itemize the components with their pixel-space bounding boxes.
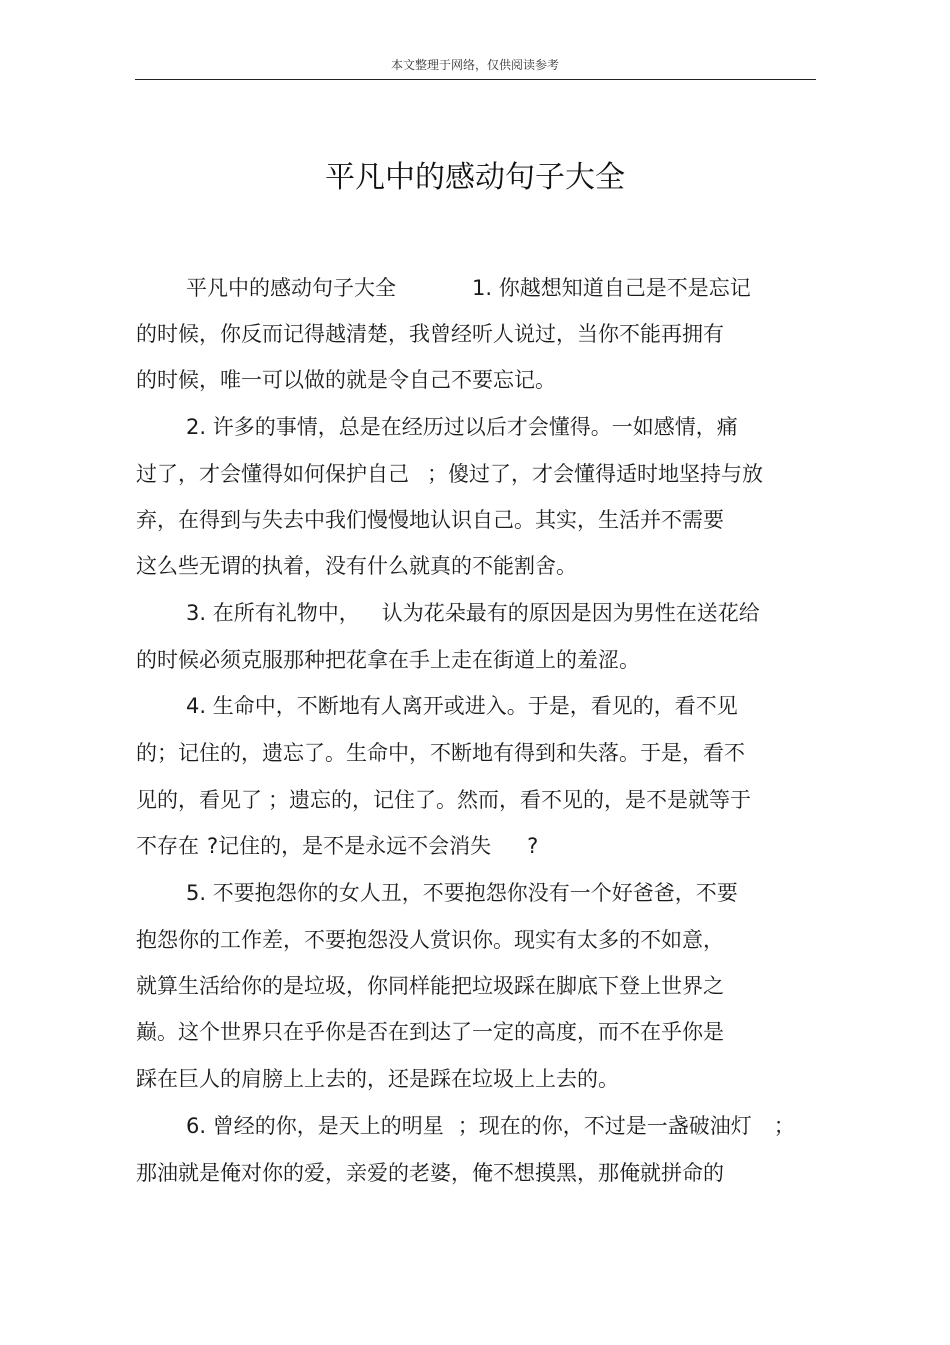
text-segment: 认为花朵最有的原因是因为男性在送花给	[381, 601, 760, 625]
text-line	[136, 786, 751, 814]
text-line: 踩在巨人的肩膀上上去的，还是踩在垃圾上上去的。	[136, 1067, 619, 1091]
text-line: 弃，在得到与失去中我们慢慢地认识自己。其实，生活并不需要	[136, 508, 724, 532]
text-segment: ；傻过了，才会懂得适时地坚持与放	[427, 462, 763, 486]
text-segment: 6. 曾经的你，是天上的明星	[186, 1114, 444, 1138]
text-line	[186, 1112, 795, 1140]
text-segment: 不存在	[136, 834, 199, 858]
text-line: 2. 许多的事情，总是在经历过以后才会懂得。一如感情，痛	[186, 415, 738, 439]
text-line: 4. 生命中，不断地有人离开或进入。于是，看见的，看不见	[186, 694, 738, 718]
page-title: 平凡中的感动句子大全	[325, 160, 625, 195]
text-segment: ；现在的你，不过是一盏破油灯	[457, 1114, 752, 1138]
text-line: 这么些无谓的执着，没有什么就真的不能割舍。	[136, 554, 577, 578]
text-line: 的时候，你反而记得越清楚，我曾经听人说过，当你不能再拥有	[136, 322, 724, 346]
text-line: 抱怨你的工作差，不要抱怨没人赏识你。现实有太多的不如意，	[136, 928, 724, 952]
text-line: 的时候必须克服那种把花拿在手上走在街道上的羞涩。	[136, 648, 640, 672]
text-line: 5. 不要抱怨你的女人丑，不要抱怨你没有一个好爸爸，不要	[186, 881, 738, 905]
text-segment: ?	[527, 834, 539, 858]
text-segment: 见的，看见了	[136, 788, 262, 812]
text-segment: 过了，才会懂得如何保护自己	[136, 462, 409, 486]
text-line: 巅。这个世界只在乎你是否在到达了一定的高度，而不在乎你是	[136, 1020, 724, 1044]
text-segment: ；遗忘的，记住了。然而，看不见的，是不是就等于	[268, 788, 751, 812]
text-line	[136, 460, 763, 488]
header-divider	[135, 79, 816, 80]
text-line: 的时候，唯一可以做的就是令自己不要忘记。	[136, 368, 556, 392]
text-segment: 平凡中的感动句子大全	[186, 276, 396, 300]
text-line	[186, 599, 760, 627]
text-line: 那油就是俺对你的爱，亲爱的老婆，俺不想摸黑，那俺就拼命的	[136, 1161, 724, 1185]
text-segment: ；	[773, 1114, 795, 1138]
text-line	[186, 274, 751, 302]
text-segment: 3. 在所有礼物中，	[186, 601, 360, 625]
page-header-note: 本文整理于网络，仅供阅读参考	[390, 58, 559, 72]
text-line: 的；记住的，遗忘了。生命中，不断地有得到和失落。于是，看不	[136, 741, 745, 765]
text-line	[136, 832, 538, 860]
text-line: 就算生活给你的是垃圾，你同样能把垃圾踩在脚底下登上世界之	[136, 974, 724, 998]
text-segment: ?记住的，是不是永远不会消失	[207, 834, 492, 858]
text-segment: 1. 你越想知道自己是不是忘记	[472, 276, 751, 300]
